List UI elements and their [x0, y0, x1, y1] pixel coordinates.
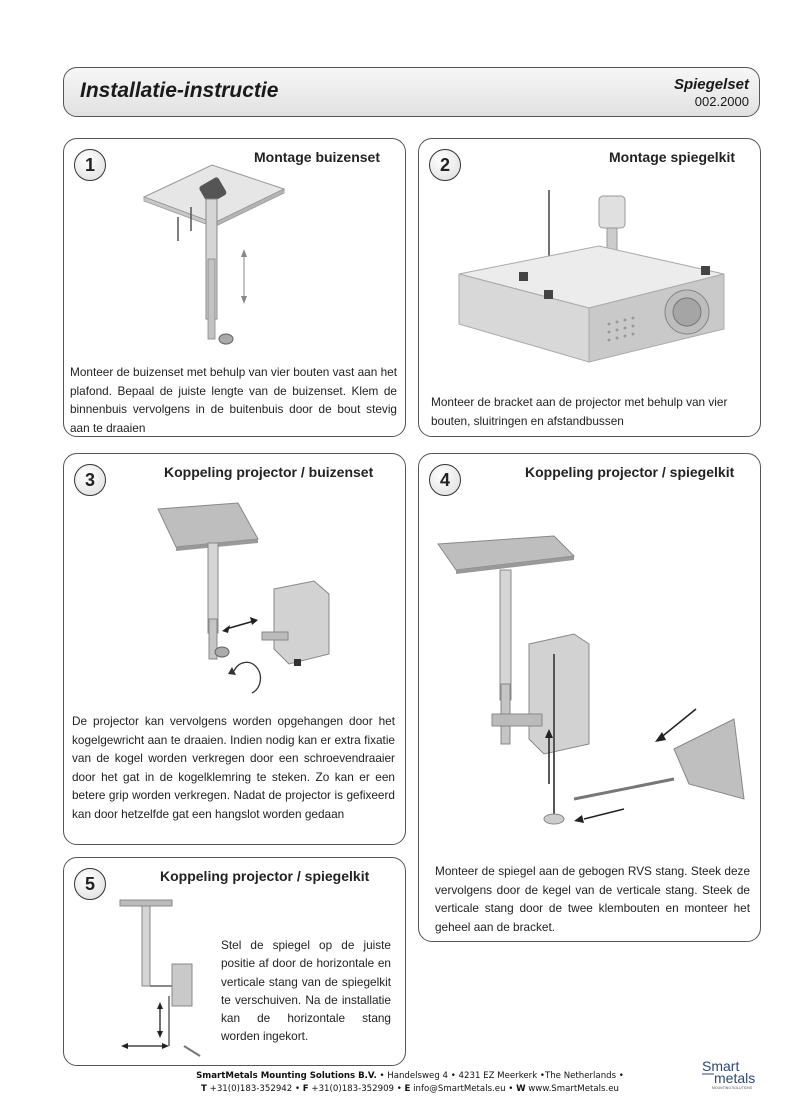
step-4-title: Koppeling projector / spiegelkit [525, 464, 735, 480]
footer-contact-line [120, 1083, 700, 1096]
step-2-title: Montage spiegelkit [609, 149, 736, 165]
smartmetals-logo [700, 1057, 766, 1091]
logo-tagline: MOUNTING SOLUTIONS [712, 1086, 753, 1090]
footer-fax: +31(0)183-352909 • [308, 1083, 405, 1094]
footer-fax-label: F [302, 1083, 309, 1094]
footer-web: www.SmartMetals.eu [525, 1083, 619, 1094]
step-3-title: Koppeling projector / buizenset [164, 464, 374, 480]
product-code: 002.2000 [694, 94, 749, 109]
step-3-text: De projector kan vervolgens worden opgehangen door het kogelgewricht aan te draaien. Indien nodig kan er extra fixatie van de kogel worden verkregen door een schroevendraaier door het gat in de kogelklemring te steken. Zo kan er een betere grip worden verkregen. Nadat de projector is gefixeerd kan door hetzelfde gat een hangslot worden gedaan [72, 714, 395, 821]
product-name: Spiegelset [673, 76, 749, 93]
step-5-panel [63, 857, 406, 1066]
footer-email: info@SmartMetals.eu • [410, 1083, 517, 1094]
step-1-panel [63, 138, 406, 437]
footer-web-label: W [516, 1083, 526, 1094]
step-1-number: 1 [74, 149, 106, 181]
footer-company: SmartMetals Mounting Solutions B.V. [196, 1071, 377, 1081]
step-5-illustration [114, 896, 214, 1061]
step-3-number: 3 [74, 464, 106, 496]
logo-line1: Smart [702, 1058, 740, 1074]
page-header [63, 67, 760, 117]
step-2-text: Monteer de bracket aan de projector met behulp van vier bouten, sluitringen en afstandbussen [431, 395, 728, 428]
step-2-number: 2 [429, 149, 461, 181]
step-2-panel [418, 138, 761, 437]
step-1-text: Monteer de buizenset met behulp van vier bouten vast aan het plafond. Bepaal de juiste lengte van de buizenset. Klem de binnenbuis vervolgens in de buitenbuis door de bout stevig aan te draaien [70, 365, 397, 435]
step-5-number: 5 [74, 868, 106, 900]
step-1-illustration [134, 159, 334, 359]
step-4-number: 4 [429, 464, 461, 496]
step-2-illustration [449, 184, 739, 369]
step-5-title: Koppeling projector / spiegelkit [160, 868, 370, 884]
footer-tel: +31(0)183-352942 • [206, 1083, 303, 1094]
footer-tel-label: T [201, 1083, 207, 1094]
step-3-illustration [154, 499, 374, 709]
footer-email-label: E [404, 1083, 411, 1094]
step-1-title: Montage buizenset [254, 149, 381, 165]
step-3-panel [63, 453, 406, 845]
footer-address: • Handelsweg 4 • 4231 EZ Meerkerk •The Netherlands • [376, 1071, 624, 1081]
step-5-text: Stel de spiegel op de juiste positie af door de horizontale en verticale stang van de spiegelkit te verschuiven. Na de installatie kan de horizontale stang worden ingekort. [221, 938, 391, 1044]
step-4-panel [418, 453, 761, 942]
footer-company-line [120, 1070, 700, 1083]
step-4-text: Monteer de spiegel aan de gebogen RVS stang. Steek deze vervolgens door de kegel van de verticale stang. Steek de verticale stang door de twee klembouten en monteer het geheel aan de bracket. [435, 864, 750, 934]
page-title: Installatie-instructie [80, 79, 279, 102]
logo-line2: metals [714, 1070, 756, 1086]
page-footer [120, 1070, 700, 1095]
step-4-illustration [434, 524, 754, 844]
